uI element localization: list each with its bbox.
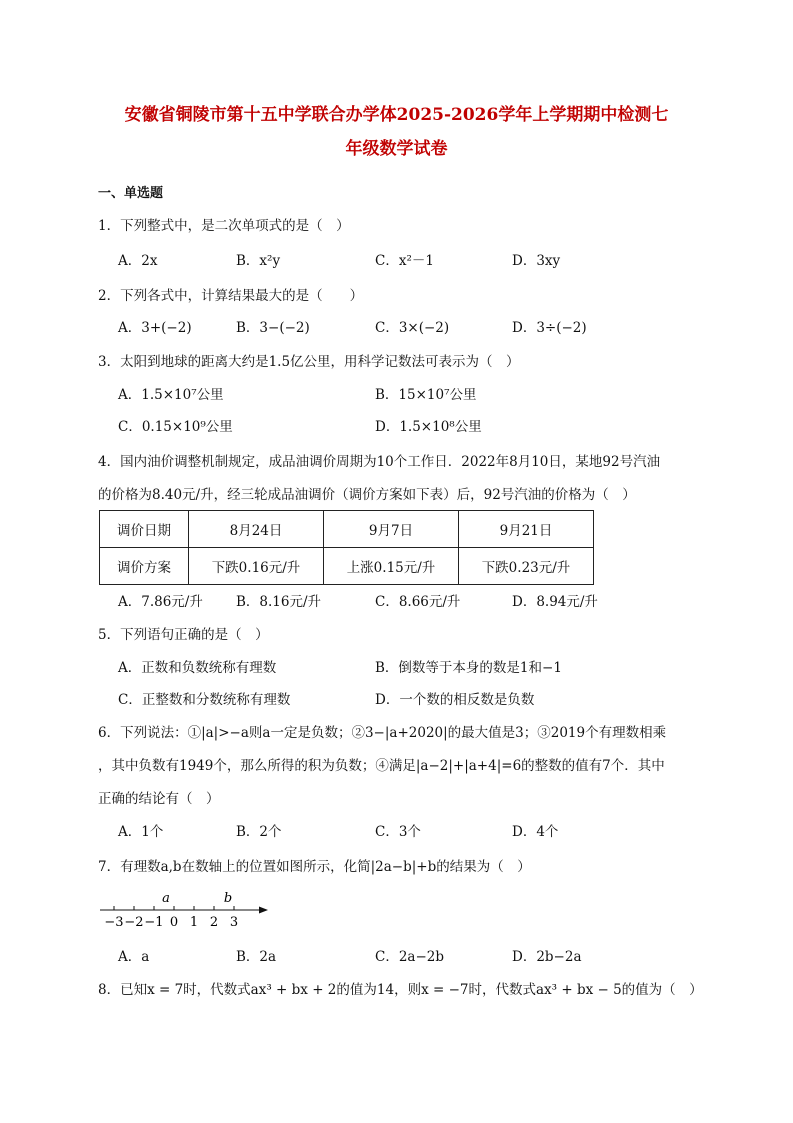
question-5-option-b: B．倒数等于本身的数是1和−1 xyxy=(375,660,562,676)
table-cell: 9月7日 xyxy=(324,511,459,548)
question-6-stem-line1: 6．下列说法：①|a|>−a则a一定是负数；②3−|a+2020|的最大值是3；③2019个有理数相乘 xyxy=(98,725,667,741)
number-line-tick-label: 0 xyxy=(169,915,179,930)
table-cell: 9月21日 xyxy=(459,511,594,548)
question-1-stem: 1．下列整式中，是二次单项式的是（ ） xyxy=(98,218,350,234)
question-6-option-d: D．4个 xyxy=(512,824,559,840)
table-row xyxy=(100,511,594,548)
question-4-option-c: C．8.66元/升 xyxy=(375,594,461,610)
point-b-label: b xyxy=(223,891,233,906)
table-cell: 下跌0.23元/升 xyxy=(459,548,594,585)
number-line-tick-label: −2 xyxy=(124,915,144,930)
question-6-option-a: A．1个 xyxy=(118,824,164,840)
document-title-line1: 安徽省铜陵市第十五中学联合办学体2025-2026学年上学期期中检测七 xyxy=(124,105,669,125)
number-line-ticks xyxy=(114,906,234,910)
question-8-stem: 8．已知x = 7时，代数式ax³ + bx + 2的值为14，则x = −7时，代数式ax³ + bx − 5的值为（ ） xyxy=(98,982,703,998)
question-7-stem: 7．有理数a,b在数轴上的位置如图所示，化简|2a−b|+b的结果为（ ） xyxy=(98,859,531,875)
question-5-option-a: A．正数和负数统称有理数 xyxy=(118,660,277,676)
question-2-stem: 2．下列各式中，计算结果最大的是（ ） xyxy=(98,288,364,304)
number-line-tick-labels xyxy=(104,915,238,930)
number-line-tick-label: 3 xyxy=(229,915,239,930)
question-1-option-c: C．x²－1 xyxy=(375,253,434,269)
question-4-option-d: D．8.94元/升 xyxy=(512,594,598,610)
question-4-option-a: A．7.86元/升 xyxy=(118,594,203,610)
question-3-option-d: D．1.5×10⁸公里 xyxy=(375,419,482,435)
question-1-option-a: A．2x xyxy=(118,253,158,269)
table-cell: 上涨0.15元/升 xyxy=(324,548,459,585)
document-title-line2: 年级数学试卷 xyxy=(345,139,448,159)
table-cell: 下跌0.16元/升 xyxy=(189,548,324,585)
table-row xyxy=(100,548,594,585)
question-4-stem-line1: 4．国内油价调整机制规定，成品油调价周期为10个工作日．2022年8月10日，某地92号汽油 xyxy=(98,454,661,470)
table-cell: 8月24日 xyxy=(189,511,324,548)
question-6-stem-line3: 正确的结论有（ ） xyxy=(98,791,220,807)
question-2-option-c: C．3×(−2) xyxy=(375,320,450,336)
question-5-option-c: C．正整数和分数统称有理数 xyxy=(118,692,291,708)
price-adjustment-table xyxy=(99,510,594,585)
question-2-option-a: A．3+(−2) xyxy=(118,320,192,336)
question-3-option-a: A．1.5×10⁷公里 xyxy=(118,387,224,403)
question-2-option-d: D．3÷(−2) xyxy=(512,320,587,336)
question-7-option-a: A．a xyxy=(118,949,150,965)
question-3-stem: 3．太阳到地球的距离大约是1.5亿公里，用科学记数法可表示为（ ） xyxy=(98,354,520,370)
number-line-arrow xyxy=(259,907,268,914)
point-a-label: a xyxy=(162,891,170,906)
section-heading: 一、单选题 xyxy=(98,186,164,201)
question-1-option-b: B．x²y xyxy=(236,253,281,269)
question-6-stem-line2: ，其中负数有1949个，那么所得的积为负数；④满足|a−2|+|a+4|=6的整数的值有7个．其中 xyxy=(98,758,665,774)
question-5-option-d: D．一个数的相反数是负数 xyxy=(375,692,535,708)
question-6-option-b: B．2个 xyxy=(236,824,282,840)
table-cell: 调价方案 xyxy=(100,548,189,585)
number-line-tick-label: −3 xyxy=(104,915,124,930)
question-1-option-d: D．3xy xyxy=(512,253,561,269)
question-5-stem: 5．下列语句正确的是（ ） xyxy=(98,627,269,643)
question-7-option-c: C．2a−2b xyxy=(375,949,445,965)
table-cell: 调价日期 xyxy=(100,511,189,548)
number-line-tick-label: 1 xyxy=(189,915,199,930)
number-line-tick-label: −1 xyxy=(144,915,164,930)
question-4-stem-line2: 的价格为8.40元/升，经三轮成品油调价（调价方案如下表）后，92号汽油的价格为（ ） xyxy=(98,487,636,503)
number-line-figure xyxy=(96,888,276,934)
question-2-option-b: B．3−(−2) xyxy=(236,320,310,336)
question-7-option-d: D．2b−2a xyxy=(512,949,582,965)
number-line-tick-label: 2 xyxy=(209,915,219,930)
question-3-option-b: B．15×10⁷公里 xyxy=(375,387,477,403)
question-4-option-b: B．8.16元/升 xyxy=(236,594,322,610)
question-3-option-c: C．0.15×10⁹公里 xyxy=(118,419,233,435)
question-7-option-b: B．2a xyxy=(236,949,277,965)
question-6-option-c: C．3个 xyxy=(375,824,421,840)
